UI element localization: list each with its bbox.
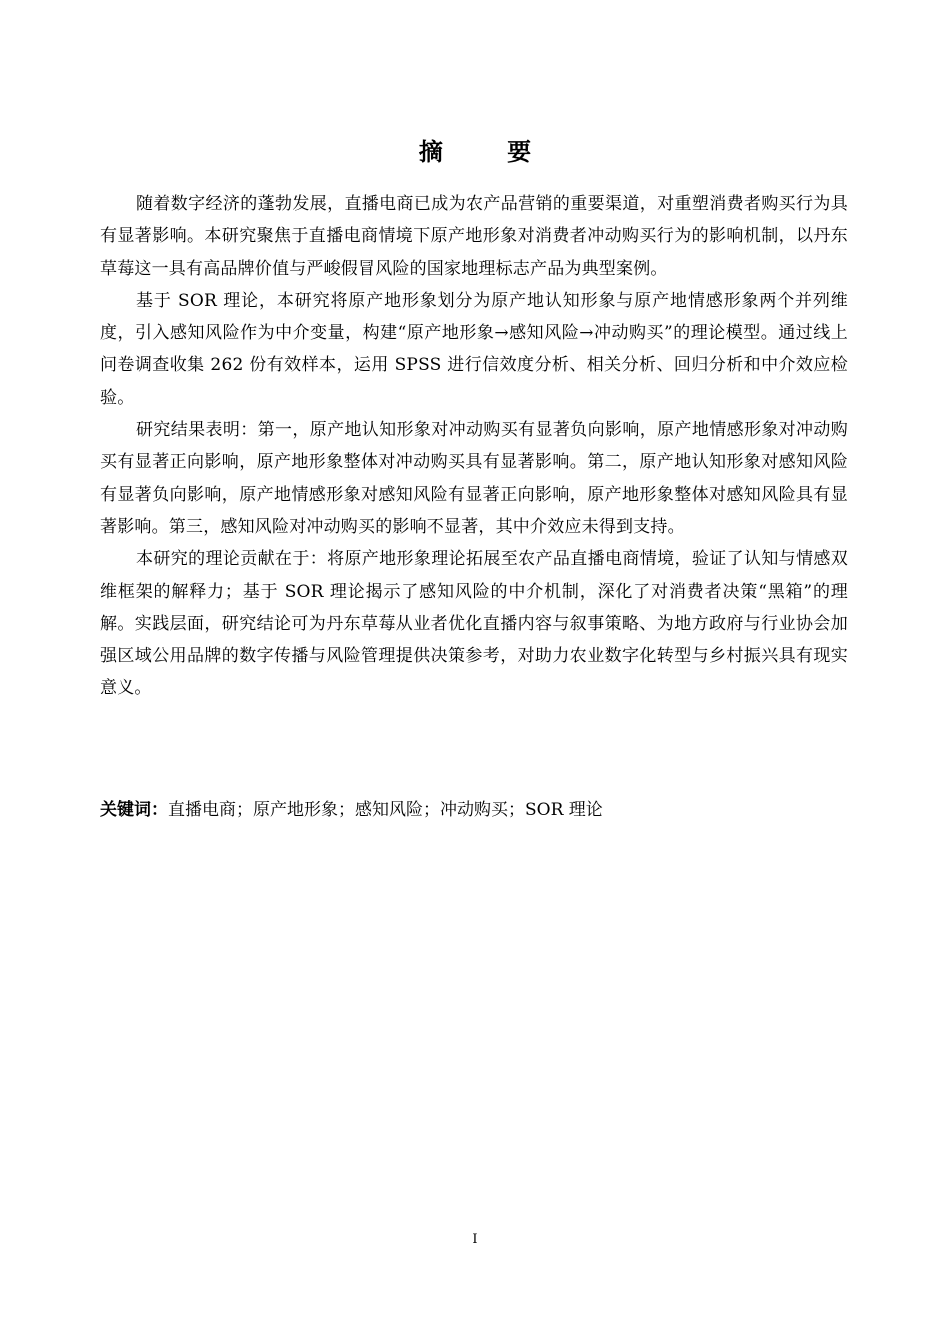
abstract-paragraph-3: 研究结果表明：第一，原产地认知形象对冲动购买有显著负向影响，原产地情感形象对冲动购买有显著正向影响，原产地形象整体对冲动购买具有显著影响。第二，原产地认知形象对感知风险有显著负向影响，原产地情感形象对感知风险有显著正向影响，原产地形象整体对感知风险具有显著影响。第三，感知风险对冲动购买的影响不显著，其中介效应未得到支持。 <box>100 420 848 537</box>
abstract-paragraph-4: 本研究的理论贡献在于：将原产地形象理论拓展至农产品直播电商情境，验证了认知与情感双维框架的解释力；基于 SOR 理论揭示了感知风险的中介机制，深化了对消费者决策“黑箱”的理解。实践层面，研究结论可为丹东草莓从业者优化直播内容与叙事策略、为地方政府与行业协会加强区域公用品牌的数字传播与风险管理提供决策参考，对助力农业数字化转型与乡村振兴具有现实意义。 <box>100 549 848 699</box>
abstract-paragraph-2: 基于 SOR 理论，本研究将原产地形象划分为原产地认知形象与原产地情感形象两个并列维度，引入感知风险作为中介变量，构建“原产地形象→感知风险→冲动购买”的理论模型。通过线上问卷调查收集 262 份有效样本，运用 SPSS 进行信效度分析、相关分析、回归分析和中介效应检验。 <box>100 290 848 408</box>
abstract-title: 摘 要 <box>418 138 560 166</box>
page-number: I <box>472 1232 478 1247</box>
keywords-label: 关键词： <box>100 800 168 820</box>
keywords-list: 直播电商；原产地形象；感知风险；冲动购买；SOR 理论 <box>168 800 603 820</box>
abstract-paragraph-1: 随着数字经济的蓬勃发展，直播电商已成为农产品营销的重要渠道，对重塑消费者购买行为具有显著影响。本研究聚焦于直播电商情境下原产地形象对消费者冲动购买行为的影响机制，以丹东草莓这一具有高品牌价值与严峻假冒风险的国家地理标志产品为典型案例。 <box>100 194 848 279</box>
keywords-line <box>100 794 848 826</box>
abstract-body <box>100 188 848 705</box>
